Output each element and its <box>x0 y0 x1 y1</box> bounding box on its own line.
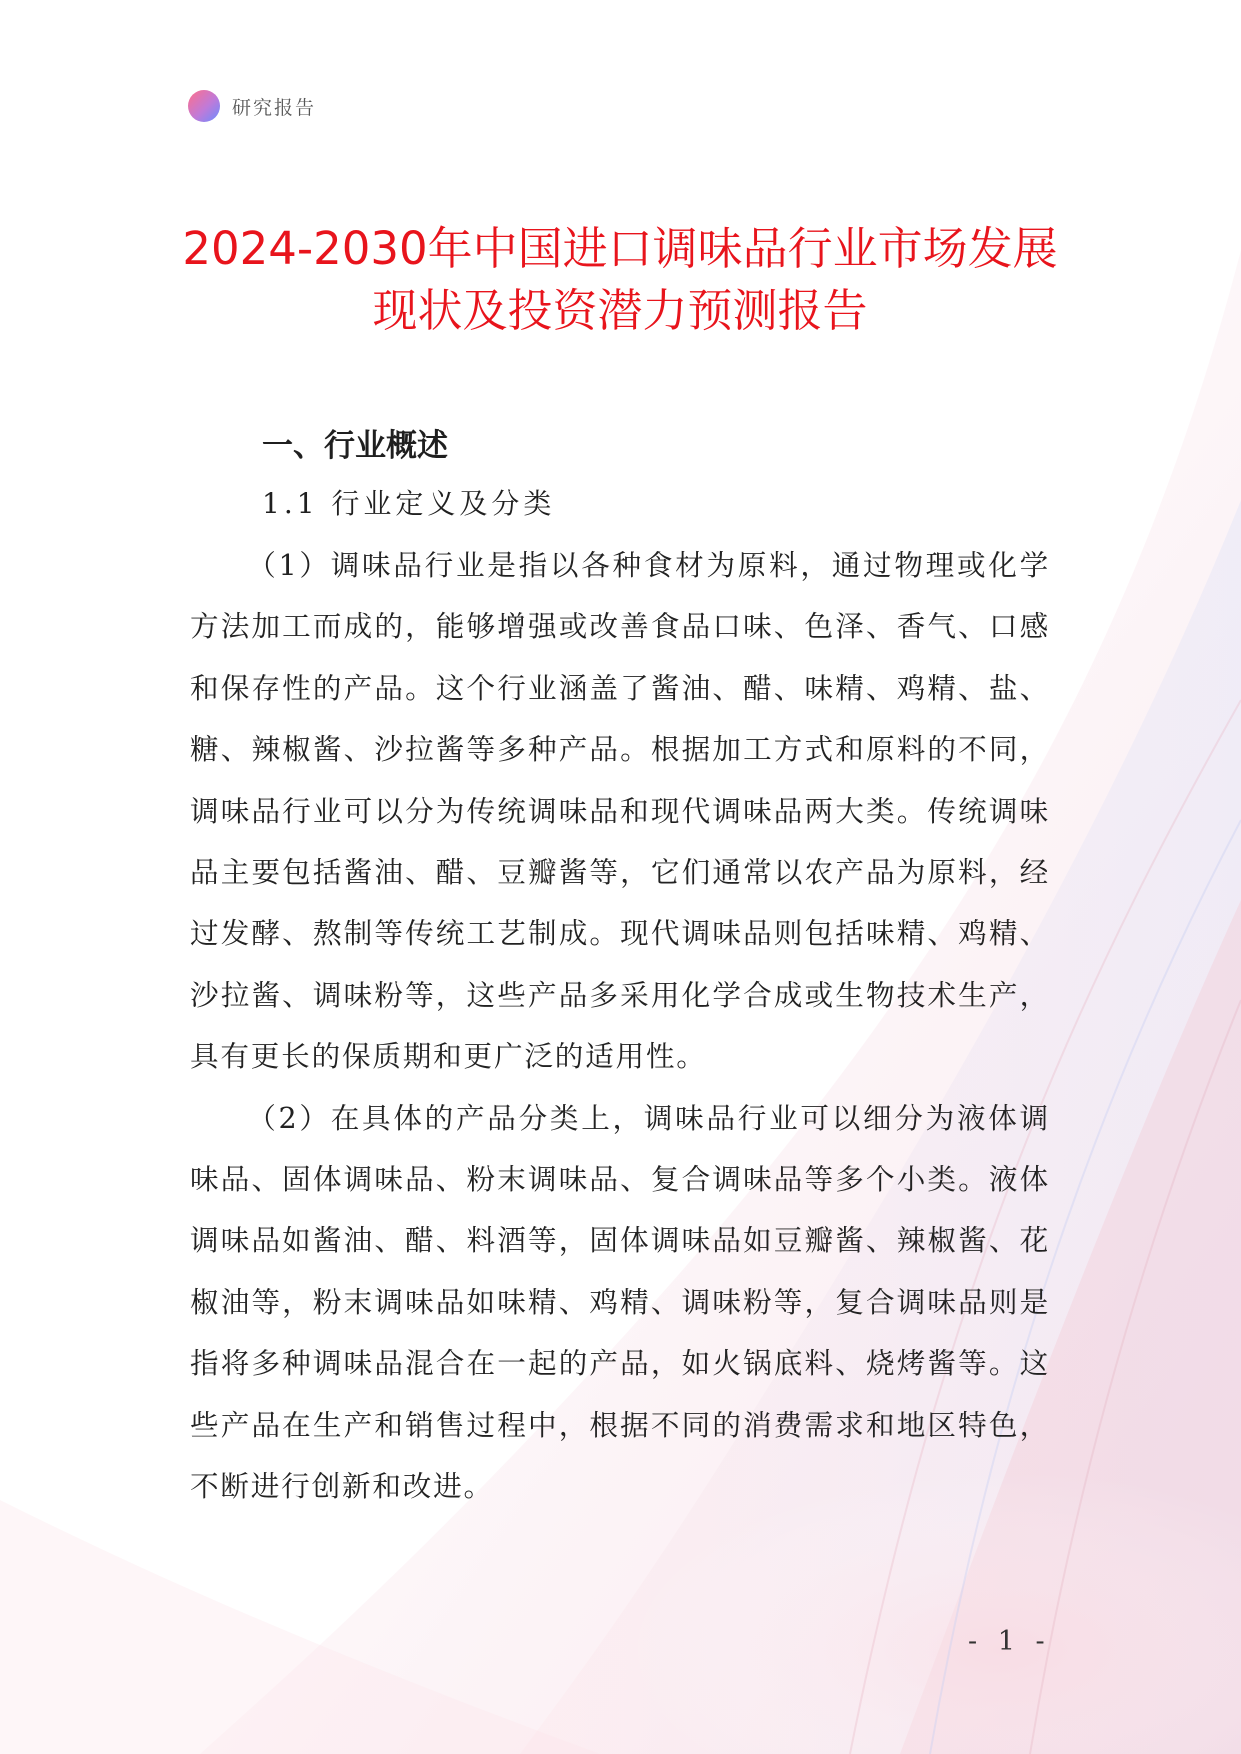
logo-icon <box>188 90 220 122</box>
title-line-1: 2024-2030年中国进口调味品行业市场发展 <box>182 222 1058 275</box>
report-header <box>188 89 316 123</box>
report-title <box>160 218 1080 342</box>
subsection-heading: 1.1 行业定义及分类 <box>262 487 556 520</box>
section-heading: 一、行业概述 <box>262 428 448 464</box>
paragraph-1: （1）调味品行业是指以各种食材为原料，通过物理或化学方法加工而成的，能够增强或改善食品口味、色泽、香气、口感和保存性的产品。这个行业涵盖了酱油、醋、味精、鸡精、盐、糖、辣椒酱、沙拉酱等多种产品。根据加工方式和原料的不同，调味品行业可以分为传统调味品和现代调味品两大类。传统调味品主要包括酱油、醋、豆瓣酱等，它们通常以农产品为原料，经过发酵、熬制等传统工艺制成。现代调味品则包括味精、鸡精、沙拉酱、调味粉等，这些产品多采用化学合成或生物技术生产，具有更长的保质期和更广泛的适用性。 <box>190 548 1050 1074</box>
page-number: - 1 - <box>968 1626 1051 1657</box>
body-text <box>190 535 1050 1518</box>
paragraph-2: （2）在具体的产品分类上，调味品行业可以细分为液体调味品、固体调味品、粉末调味品、复合调味品等多个小类。液体调味品如酱油、醋、料酒等，固体调味品如豆瓣酱、辣椒酱、花椒油等，粉末调味品如味精、鸡精、调味粉等，复合调味品则是指将多种调味品混合在一起的产品，如火锅底料、烧烤酱等。这些产品在生产和销售过程中，根据不同的消费需求和地区特色，不断进行创新和改进。 <box>190 1100 1050 1504</box>
title-line-2: 现状及投资潜力预测报告 <box>372 284 868 337</box>
header-label: 研究报告 <box>232 96 317 119</box>
